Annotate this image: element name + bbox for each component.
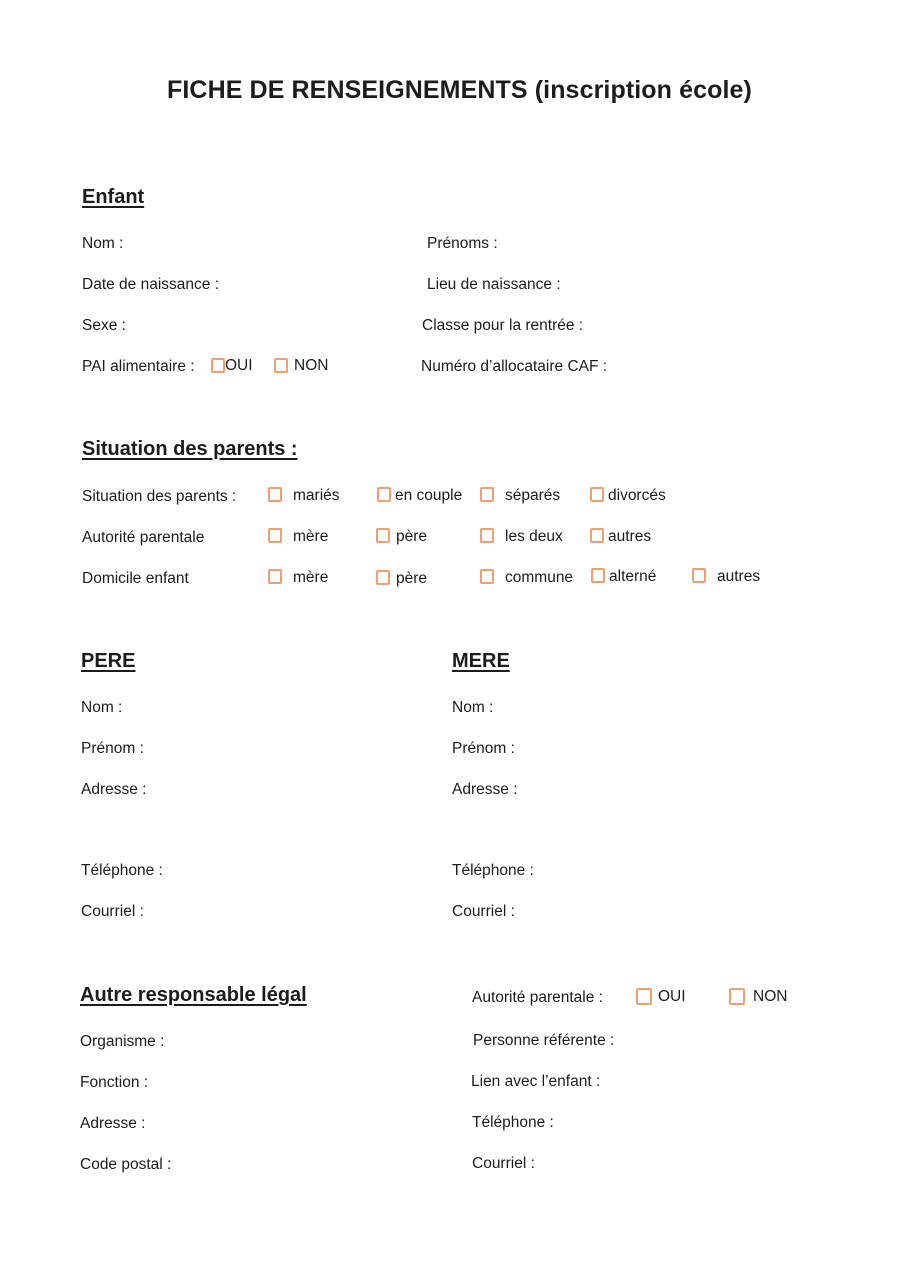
checkbox-separes[interactable]: [480, 487, 494, 502]
checkbox-divorces[interactable]: [590, 487, 604, 502]
option-label: mariés: [293, 487, 340, 504]
option-autorite-deux[interactable]: [480, 528, 563, 546]
option-label: père: [396, 528, 428, 545]
field-label-lieu-naissance: Lieu de naissance :: [427, 276, 561, 293]
option-label: mère: [293, 569, 329, 586]
checkbox-autre-non[interactable]: [729, 988, 745, 1005]
section-heading-pere: PERE: [81, 650, 136, 672]
page-title: FICHE DE RENSEIGNEMENTS (inscription école): [167, 76, 752, 104]
field-label-pere-courriel: Courriel :: [81, 903, 144, 920]
option-label: autres: [717, 568, 761, 585]
checkbox-autre-oui[interactable]: [636, 988, 652, 1005]
option-en-couple[interactable]: [377, 487, 462, 505]
field-label-caf: Numéro d’allocataire CAF :: [421, 358, 608, 375]
field-label-prenoms: Prénoms :: [427, 235, 498, 252]
checkbox-domicile-alterne[interactable]: [591, 568, 605, 583]
checkbox-en-couple[interactable]: [377, 487, 391, 502]
checkbox-autorite-pere[interactable]: [376, 528, 390, 543]
field-label-pai: PAI alimentaire :: [82, 358, 195, 375]
field-label-personne-referente: Personne référente :: [473, 1032, 615, 1049]
section-heading-enfant: Enfant: [82, 186, 145, 208]
field-label-mere-nom: Nom :: [452, 699, 494, 716]
option-label: alterné: [609, 568, 657, 585]
checkbox-autorite-deux[interactable]: [480, 528, 494, 543]
field-label-autorite: Autorité parentale: [82, 529, 205, 546]
field-label-fonction: Fonction :: [80, 1074, 149, 1091]
checkbox-pai-non[interactable]: [274, 358, 288, 373]
option-label: NON: [294, 357, 329, 374]
option-domicile-pere[interactable]: [376, 570, 427, 588]
option-label: autres: [608, 528, 652, 545]
field-label-pere-adresse: Adresse :: [81, 781, 147, 798]
option-label: commune: [505, 569, 574, 586]
field-label-nom-enfant: Nom :: [82, 235, 124, 252]
field-label-code-postal: Code postal :: [80, 1156, 172, 1173]
option-autorite-autres[interactable]: [590, 528, 651, 546]
option-autre-non[interactable]: [729, 988, 787, 1006]
checkbox-domicile-commune[interactable]: [480, 569, 494, 584]
field-label-pere-nom: Nom :: [81, 699, 123, 716]
option-label: père: [396, 570, 428, 587]
field-label-mere-prenom: Prénom :: [452, 740, 515, 757]
option-domicile-alterne[interactable]: [591, 568, 656, 586]
option-domicile-autres[interactable]: [692, 568, 760, 586]
section-heading-autre: Autre responsable légal: [80, 984, 307, 1006]
field-label-autre-autorite: Autorité parentale :: [472, 989, 603, 1006]
option-label: séparés: [505, 487, 561, 504]
field-label-mere-adresse: Adresse :: [452, 781, 518, 798]
option-label: les deux: [505, 528, 563, 545]
option-pai-non[interactable]: [274, 357, 328, 375]
field-label-pere-telephone: Téléphone :: [81, 862, 163, 879]
field-label-domicile: Domicile enfant: [82, 570, 189, 587]
option-divorces[interactable]: [590, 487, 666, 505]
option-label: divorcés: [608, 487, 666, 504]
option-domicile-commune[interactable]: [480, 569, 573, 587]
field-label-autre-courriel: Courriel :: [472, 1155, 535, 1172]
checkbox-pai-oui[interactable]: [211, 358, 225, 373]
checkbox-domicile-mere[interactable]: [268, 569, 282, 584]
field-label-classe: Classe pour la rentrée :: [422, 317, 584, 334]
option-maries[interactable]: [268, 487, 340, 505]
field-label-organisme: Organisme :: [80, 1033, 165, 1050]
option-label: OUI: [225, 357, 253, 374]
checkbox-maries[interactable]: [268, 487, 282, 502]
field-label-lien-enfant: Lien avec l’enfant :: [471, 1073, 601, 1090]
field-label-sexe: Sexe :: [82, 317, 126, 334]
field-label-situation: Situation des parents :: [82, 488, 237, 505]
option-label: NON: [753, 988, 788, 1005]
section-heading-mere: MERE: [452, 650, 510, 672]
option-pai-oui[interactable]: [211, 357, 253, 375]
option-autorite-pere[interactable]: [376, 528, 427, 546]
field-label-autre-adresse: Adresse :: [80, 1115, 146, 1132]
option-label: mère: [293, 528, 329, 545]
field-label-pere-prenom: Prénom :: [81, 740, 144, 757]
checkbox-autorite-autres[interactable]: [590, 528, 604, 543]
option-separes[interactable]: [480, 487, 560, 505]
checkbox-autorite-mere[interactable]: [268, 528, 282, 543]
option-domicile-mere[interactable]: [268, 569, 328, 587]
option-label: OUI: [658, 988, 686, 1005]
option-label: en couple: [395, 487, 463, 504]
option-autorite-mere[interactable]: [268, 528, 328, 546]
field-label-mere-telephone: Téléphone :: [452, 862, 534, 879]
field-label-mere-courriel: Courriel :: [452, 903, 515, 920]
section-heading-situation: Situation des parents :: [82, 438, 298, 460]
checkbox-domicile-pere[interactable]: [376, 570, 390, 585]
field-label-autre-telephone: Téléphone :: [472, 1114, 554, 1131]
field-label-date-naissance: Date de naissance :: [82, 276, 220, 293]
checkbox-domicile-autres[interactable]: [692, 568, 706, 583]
option-autre-oui[interactable]: [636, 988, 686, 1006]
